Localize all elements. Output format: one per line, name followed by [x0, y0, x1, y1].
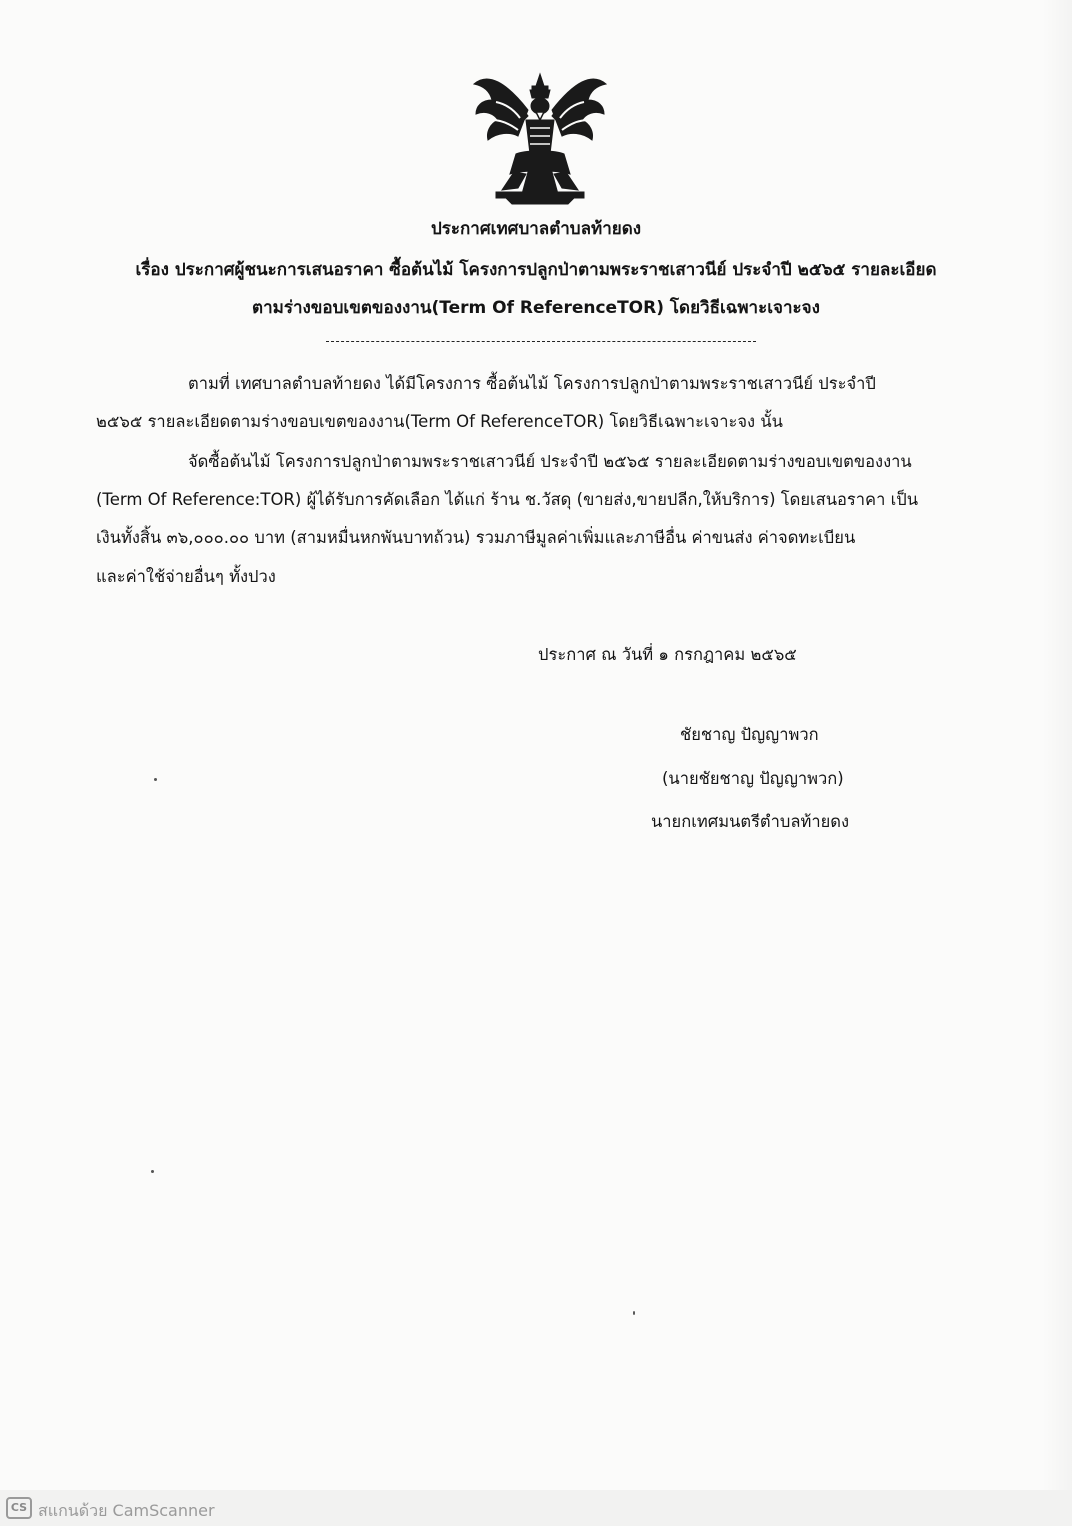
subject-line-2: ตามร่างขอบเขตของงาน(Term Of ReferenceTOR) โดยวิธีเฉพาะเจาะจง: [252, 298, 820, 318]
signature: ชัยชาญ ปัญญาพวก: [680, 725, 819, 744]
paragraph-2-line-4: และค่าใช้จ่ายอื่นๆ ทั้งปวง: [96, 567, 276, 586]
signatory-position: นายกเทศมนตรีตำบลท้ายดง: [651, 812, 850, 831]
scanner-watermark: [0, 1490, 1072, 1526]
paragraph-1-line-2: ๒๕๖๕ รายละเอียดตามร่างขอบเขตของงาน(Term Of ReferenceTOR) โดยวิธีเฉพาะเจาะจง นั้น: [96, 412, 783, 431]
paragraph-2-line-1: จัดซื้อต้นไม้ โครงการปลูกป่าตามพระราชเสาวนีย์ ประจำปี ๒๕๖๕ รายละเอียดตามร่างขอบเขตของงาน: [188, 452, 912, 471]
separator-line: [326, 341, 756, 342]
garuda-emblem-icon: [466, 62, 614, 208]
scan-speck: [151, 1170, 154, 1173]
camscanner-logo-icon: CS: [6, 1497, 32, 1519]
scan-speck: [154, 778, 157, 781]
camscanner-text: สแกนด้วย CamScanner: [38, 1501, 215, 1520]
document-title: ประกาศเทศบาลตำบลท้ายดง: [430, 219, 642, 239]
paragraph-2-line-2: (Term Of Reference:TOR) ผู้ได้รับการคัดเลือก ได้แก่ ร้าน ช.วัสดุ (ขายส่ง,ขายปลีก,ให้บริการ) โดยเสนอราคา เป็น: [96, 490, 918, 509]
paragraph-2-line-3: เงินทั้งสิ้น ๓๖,๐๐๐.๐๐ บาท (สามหมื่นหกพันบาทถ้วน) รวมภาษีมูลค่าเพิ่มและภาษีอื่น ค่าขนส่ง ค่าจดทะเบียน: [96, 528, 856, 547]
signatory-name: (นายชัยชาญ ปัญญาพวก): [662, 769, 844, 788]
scan-speck: [633, 1311, 635, 1315]
paragraph-1-line-1: ตามที่ เทศบาลตำบลท้ายดง ได้มีโครงการ ซื้อต้นไม้ โครงการปลูกป่าตามพระราชเสาวนีย์ ประจำปี: [188, 374, 876, 393]
announcement-date: ประกาศ ณ วันที่ ๑ กรกฎาคม ๒๕๖๕: [538, 645, 797, 664]
subject-line-1: เรื่อง ประกาศผู้ชนะการเสนอราคา ซื้อต้นไม้ โครงการปลูกป่าตามพระราชเสาวนีย์ ประจำปี ๒๕๖๕ รายละเอียด: [135, 260, 937, 280]
